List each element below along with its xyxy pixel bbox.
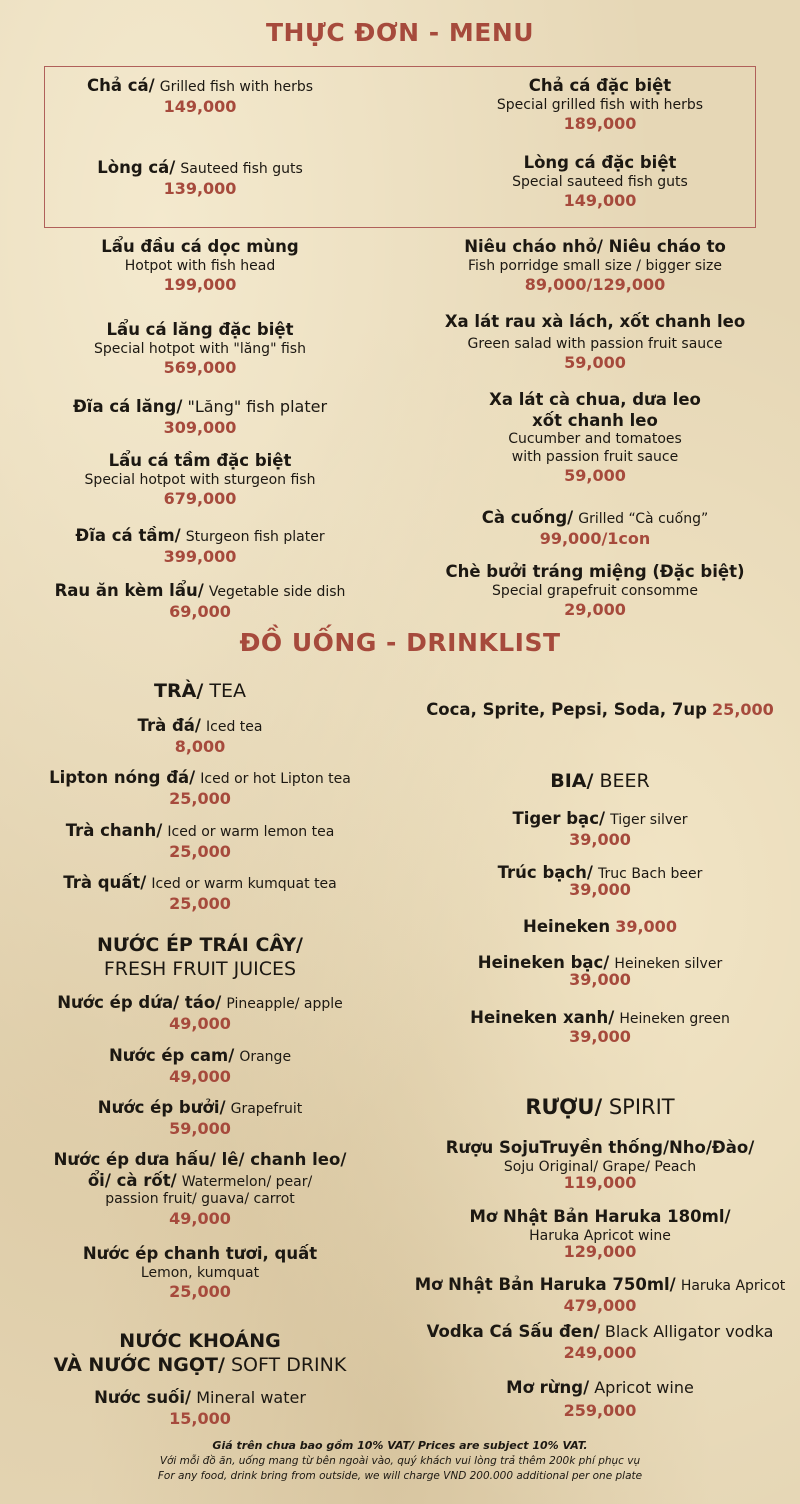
item-name: Nước ép dứa/ táo/	[57, 993, 222, 1012]
item-name: Trà đá/	[137, 716, 201, 735]
item-desc: Special grapefruit consomme	[492, 582, 698, 599]
tea-heading	[0, 680, 400, 704]
item-desc: Cucumber and tomatoes	[508, 431, 682, 448]
heading-bold: BIA/	[550, 770, 594, 792]
heading-en: SOFT DRINK	[230, 1353, 347, 1376]
menu-item	[390, 312, 800, 373]
item-desc: Truc Bach beer	[598, 866, 703, 882]
item-price: 69,000	[169, 601, 231, 621]
menu-item	[400, 953, 800, 990]
item-name: Lẩu đầu cá dọc mùng	[101, 237, 299, 256]
item-name: Xa lát rau xà lách, xốt chanh leo	[444, 312, 746, 331]
item-name: Rau ăn kèm lẩu/	[54, 581, 204, 600]
item-desc: Apricot wine	[594, 1378, 694, 1397]
item-desc: Vegetable side dish	[208, 584, 346, 600]
item-price: 59,000	[564, 466, 626, 486]
item-name: Lòng cá đặc biệt	[523, 153, 677, 172]
item-price: 199,000	[163, 275, 237, 295]
item-name: Nước ép chanh tươi, quất	[82, 1244, 318, 1263]
juice-heading	[0, 934, 400, 982]
item-desc: Special grilled fish with herbs	[496, 96, 704, 113]
item-name: Lòng cá/	[97, 158, 176, 177]
menu-item	[0, 451, 400, 509]
item-name: Xa lát cà chua, dưa leo	[489, 390, 701, 409]
heading-bold: NƯỚC KHOÁNG	[119, 1330, 281, 1352]
menu-item	[0, 1244, 400, 1302]
menu-item	[400, 1138, 800, 1193]
item-price: 49,000	[169, 1066, 231, 1086]
item-desc: Special hotpot with "lăng" fish	[94, 340, 306, 357]
item-price: 89,000/129,000	[524, 275, 666, 295]
item-desc: Sauteed fish guts	[180, 161, 303, 177]
menu-item	[400, 863, 800, 900]
food-menu-title: THỰC ĐƠN - MENU	[265, 18, 535, 47]
item-desc: Heineken silver	[614, 956, 723, 972]
item-price: 39,000	[615, 917, 677, 936]
item-desc: Grapefruit	[230, 1101, 303, 1117]
item-desc: Pineapple/ apple	[226, 996, 343, 1012]
item-name: Trà quất/	[63, 873, 147, 892]
item-name: Mơ Nhật Bản Haruka 750ml/	[414, 1275, 676, 1294]
menu-item	[400, 1275, 800, 1316]
heading-en: TEA	[209, 680, 246, 702]
item-price: 119,000	[563, 1173, 637, 1193]
item-name-line2: xốt chanh leo	[532, 410, 658, 430]
item-desc: Watermelon/ pear/	[181, 1173, 313, 1190]
item-name: Chả cá đặc biệt	[528, 76, 672, 95]
menu-item	[0, 1150, 400, 1229]
item-price: 49,000	[169, 1013, 231, 1033]
item-price: 25,000	[169, 841, 231, 861]
menu-item	[0, 716, 400, 757]
item-name: Đĩa cá tầm/	[75, 526, 181, 545]
outside-food-note-vi: Với mỗi đồ ăn, uống mang từ bên ngoài vào, quý khách vui lòng trả thêm 200k phí phục vụ	[159, 1454, 641, 1467]
menu-item	[400, 1008, 800, 1047]
item-price: 15,000	[169, 1408, 231, 1428]
item-price: 189,000	[563, 114, 637, 134]
drink-list-title: ĐỒ UỐNG - DRINKLIST	[239, 628, 561, 657]
item-price: 39,000	[569, 829, 631, 849]
item-price: 25,000	[169, 1282, 231, 1302]
item-price: 25,000	[712, 700, 774, 719]
item-desc: Soju Original/ Grape/ Peach	[503, 1158, 697, 1175]
item-desc: Heineken green	[619, 1011, 730, 1027]
menu-item	[400, 809, 800, 850]
menu-item	[400, 917, 800, 938]
menu-item	[0, 993, 400, 1034]
menu-item	[390, 237, 800, 295]
item-name: Trúc bạch/	[497, 863, 593, 882]
soft-drink-heading	[0, 1330, 400, 1378]
item-desc: "Lăng" fish plater	[187, 397, 328, 416]
item-desc: Iced or warm kumquat tea	[151, 876, 337, 892]
item-name: Nước ép dưa hấu/ lê/ chanh leo/	[53, 1150, 347, 1169]
item-name: Tiger bạc/	[512, 809, 605, 828]
menu-item	[0, 873, 400, 914]
item-desc: Sturgeon fish plater	[185, 529, 325, 545]
heading-bold: NƯỚC ÉP TRÁI CÂY/	[97, 934, 303, 956]
item-name: Chả cá/	[86, 76, 155, 95]
item-name: Heineken xanh/	[470, 1008, 615, 1027]
menu-item	[0, 237, 400, 295]
item-desc: Special hotpot with sturgeon fish	[84, 471, 316, 488]
item-price: 259,000	[563, 1400, 637, 1420]
menu-item	[0, 76, 400, 117]
item-price: 139,000	[163, 178, 237, 198]
menu-item	[0, 768, 400, 809]
vat-note: Giá trên chưa bao gồm 10% VAT/ Prices are subject 10% VAT.	[212, 1439, 588, 1452]
item-desc: Hotpot with fish head	[124, 257, 276, 274]
soda-line	[400, 700, 800, 721]
item-price: 39,000	[569, 879, 631, 899]
item-name: Lẩu cá lăng đặc biệt	[106, 320, 294, 339]
menu-item	[400, 1378, 800, 1421]
item-name: Niêu cháo nhỏ/ Niêu cháo to	[464, 237, 726, 256]
menu-item	[0, 1388, 400, 1429]
menu-item	[390, 562, 800, 620]
heading-bold-line2: VÀ NƯỚC NGỌT/	[53, 1353, 225, 1376]
item-desc: Iced or hot Lipton tea	[200, 771, 351, 787]
item-price: 25,000	[169, 788, 231, 808]
item-name: Trà chanh/	[65, 821, 163, 840]
item-desc: Tiger silver	[610, 812, 688, 828]
item-desc: Black Alligator vodka	[604, 1322, 774, 1341]
item-desc: Grilled “Cà cuống”	[578, 511, 709, 527]
item-name: Đĩa cá lăng/	[72, 397, 183, 416]
item-name: Heineken bạc/	[477, 953, 610, 972]
item-price: 8,000	[174, 736, 226, 756]
item-price: 25,000	[169, 893, 231, 913]
item-desc-line2: with passion fruit sauce	[511, 448, 679, 465]
item-name: Coca, Sprite, Pepsi, Soda, 7up	[426, 700, 707, 719]
item-name: Mơ rừng/	[506, 1378, 590, 1397]
menu-item	[390, 508, 800, 549]
item-desc-line2: passion fruit/ guava/ carrot	[105, 1191, 295, 1208]
item-price: 59,000	[169, 1118, 231, 1138]
item-name: Lẩu cá tầm đặc biệt	[108, 451, 292, 470]
item-desc: Iced tea	[206, 719, 263, 735]
item-name: Lipton nóng đá/	[49, 768, 196, 787]
item-name: Vodka Cá Sấu đen/	[426, 1322, 600, 1341]
item-price: 29,000	[564, 600, 626, 620]
item-price: 49,000	[169, 1208, 231, 1228]
item-name: Chè bưởi tráng miệng (Đặc biệt)	[445, 562, 745, 581]
menu-item	[0, 158, 400, 199]
item-price: 99,000/1con	[539, 528, 651, 548]
spirit-heading	[400, 1094, 800, 1120]
item-desc: Haruka Apricot wine	[529, 1227, 671, 1244]
menu-item	[0, 526, 400, 567]
menu-item	[0, 821, 400, 862]
item-desc: Mineral water	[196, 1388, 306, 1407]
menu-item	[0, 1098, 400, 1139]
item-price: 149,000	[163, 96, 237, 116]
item-price: 309,000	[163, 417, 237, 437]
item-price: 479,000	[563, 1295, 637, 1315]
item-desc: Orange	[239, 1049, 292, 1065]
item-price: 149,000	[563, 191, 637, 211]
item-price: 399,000	[163, 546, 237, 566]
item-desc: Green salad with passion fruit sauce	[467, 335, 723, 352]
item-price: 569,000	[163, 358, 237, 378]
item-price: 39,000	[569, 1026, 631, 1046]
footer-notes	[0, 1438, 800, 1484]
item-price: 249,000	[563, 1342, 637, 1362]
item-name: Nước suối/	[94, 1388, 192, 1407]
item-name-line2: ổi/ cà rốt/	[87, 1170, 177, 1190]
item-desc: Special sauteed fish guts	[512, 173, 688, 190]
item-name: Nước ép cam/	[108, 1046, 235, 1065]
menu-item	[390, 390, 800, 486]
item-price: 39,000	[569, 969, 631, 989]
menu-item	[400, 76, 800, 134]
heading-bold: TRÀ/	[154, 680, 204, 702]
heading-en: FRESH FRUIT JUICES	[103, 957, 297, 980]
item-price: 59,000	[564, 353, 626, 373]
item-name: Rượu SojuTruyền thống/Nho/Đào/	[445, 1138, 755, 1157]
item-desc: Fish porridge small size / bigger size	[467, 257, 722, 274]
beer-heading	[400, 770, 800, 794]
menu-item	[400, 153, 800, 211]
item-price: 129,000	[563, 1242, 637, 1262]
item-desc: Iced or warm lemon tea	[167, 824, 335, 840]
item-desc: Haruka Apricot	[680, 1278, 786, 1294]
item-desc: Grilled fish with herbs	[159, 79, 313, 95]
menu-item	[0, 397, 400, 438]
item-name: Nước ép bưởi/	[97, 1098, 226, 1117]
outside-food-note-en: For any food, drink bring from outside, we will charge VND 200.000 additional per one plate	[157, 1470, 643, 1483]
item-price: 679,000	[163, 489, 237, 509]
item-desc: Lemon, kumquat	[140, 1264, 260, 1281]
heading-en: BEER	[599, 770, 650, 792]
menu-item	[400, 1207, 800, 1262]
menu-item	[400, 1322, 800, 1363]
item-name: Cà cuống/	[481, 508, 574, 527]
menu-item	[0, 581, 400, 622]
item-name: Heineken	[523, 917, 611, 936]
menu-item	[0, 1046, 400, 1087]
item-name: Mơ Nhật Bản Haruka 180ml/	[469, 1207, 731, 1226]
heading-en: SPIRIT	[608, 1095, 675, 1119]
heading-bold: RƯỢU/	[525, 1095, 603, 1119]
menu-item	[0, 320, 400, 378]
